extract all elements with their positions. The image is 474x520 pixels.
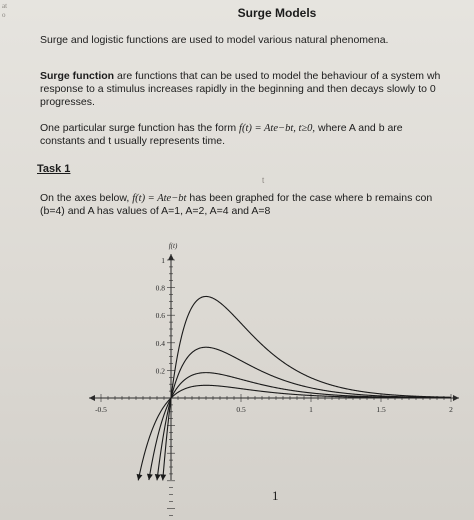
y-tick-label: 0.6	[155, 311, 165, 321]
graph-curves	[137, 296, 451, 480]
task-line-1-pre: On the axes below,	[40, 192, 133, 204]
task-line-1-post: has been graphed for the case where b remains con	[186, 192, 433, 204]
y-tick-label: 0.8	[155, 283, 165, 293]
task-formula: f(t) = Ate−bt	[132, 193, 187, 204]
x-axis-arrow-right	[453, 395, 459, 401]
x-tick-label: 1	[309, 405, 313, 414]
page-heading: Surge Models	[237, 6, 317, 20]
task-line-2: (b=4) and A has values of A=1, A=2, A=4 and A=8	[40, 205, 271, 217]
y-tick-label: 1	[161, 256, 165, 265]
x-tick-label: -0.5	[95, 405, 107, 414]
y-axis-label: f(t)	[168, 242, 178, 250]
stray-mark: t	[262, 176, 265, 185]
x-axis-arrow-left	[89, 395, 95, 401]
curve-arrow-A8	[160, 474, 166, 480]
form-line-1-post: where A and b are	[315, 122, 403, 134]
task-title: Task 1	[37, 163, 71, 175]
margin-mark-1: at	[2, 2, 8, 10]
curve-arrow-A2	[147, 474, 153, 480]
definition-line-1-rest: are functions that can be used to model the behaviour of a system wh	[114, 70, 441, 82]
definition-line-3: progresses.	[40, 96, 95, 108]
form-line-2: constants and t usually represents time.	[40, 135, 226, 147]
curve-A2	[149, 373, 451, 480]
x-tick-label: 1.5	[376, 405, 386, 414]
form-line-1-pre: One particular surge function has the form	[40, 122, 240, 134]
curve-arrow-A4	[155, 474, 161, 480]
definition-term: Surge function	[40, 70, 115, 82]
graph-labels	[95, 242, 453, 414]
graph-axes	[89, 254, 459, 480]
curve-A8	[163, 296, 451, 480]
y-tick-label: 0.4	[155, 338, 165, 348]
curve-A4	[157, 347, 451, 480]
y-tick-label: 0.2	[155, 366, 165, 376]
intro-paragraph: Surge and logistic functions are used to model various natural phenomena.	[40, 34, 389, 46]
form-formula: f(t) = Ate−bt, t≥0,	[239, 123, 316, 134]
margin-mark-2: o	[2, 11, 6, 19]
y-axis-arrow-up	[168, 254, 174, 260]
x-tick-label: 2	[449, 405, 453, 414]
page-number: 1	[272, 488, 279, 503]
x-tick-label: 0.5	[236, 405, 246, 414]
curve-arrow-A1	[137, 474, 143, 480]
definition-line-2: response to a stimulus increases rapidly in the beginning and then decays slowly to 0	[40, 83, 436, 95]
